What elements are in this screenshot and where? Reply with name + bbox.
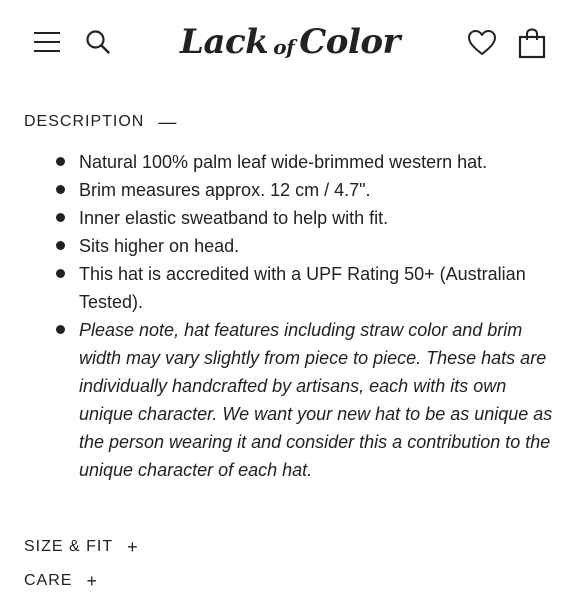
list-item xyxy=(54,148,564,176)
bullet-icon xyxy=(56,241,65,250)
description-title: DESCRIPTION xyxy=(24,113,145,130)
bullet-icon xyxy=(56,325,65,334)
expand-icon: + xyxy=(86,571,98,591)
list-item-note xyxy=(54,316,564,484)
logo-word-lack: Lack xyxy=(180,22,269,62)
size-fit-title: SIZE & FIT xyxy=(24,538,114,555)
bullet-icon xyxy=(56,157,65,166)
collapse-icon: — xyxy=(158,112,178,132)
expand-icon: + xyxy=(127,537,139,557)
description-list xyxy=(54,148,564,484)
bullet-icon xyxy=(56,185,65,194)
search-button[interactable] xyxy=(82,26,114,58)
logo-word-color: Color xyxy=(299,22,400,62)
heart-icon xyxy=(467,29,497,57)
list-item-text: Brim measures approx. 12 cm / 4.7". xyxy=(79,180,371,200)
care-title: CARE xyxy=(24,572,73,589)
list-item-text: Sits higher on head. xyxy=(79,236,240,256)
list-item-text: Please note, hat features including straw color and brim width may vary slightly from piece to piece. These hats are individually handcrafted by artisans, each with its own unique character. We want your new hat to be as unique as the person wearing it and consider this a contribution to the unique character of each hat. xyxy=(79,320,553,480)
list-item xyxy=(54,260,564,316)
cart-button[interactable] xyxy=(514,24,550,62)
menu-icon xyxy=(32,30,62,54)
list-item xyxy=(54,232,564,260)
logo-word-of: of xyxy=(273,35,295,59)
list-item xyxy=(54,176,564,204)
care-accordion-header[interactable] xyxy=(24,570,98,592)
list-item-text: Inner elastic sweatband to help with fit. xyxy=(79,208,389,228)
search-icon xyxy=(85,29,111,55)
size-fit-accordion-header[interactable] xyxy=(24,536,139,558)
bullet-icon xyxy=(56,213,65,222)
list-item-text: This hat is accredited with a UPF Rating 50+ (Australian Tested). xyxy=(79,264,526,312)
site-header xyxy=(0,0,580,86)
list-item-text: Natural 100% palm leaf wide-brimmed western hat. xyxy=(79,152,488,172)
bullet-icon xyxy=(56,269,65,278)
shopping-bag-icon xyxy=(517,27,547,59)
menu-button[interactable] xyxy=(30,26,64,58)
wishlist-button[interactable] xyxy=(464,26,500,60)
brand-logo[interactable] xyxy=(180,14,400,70)
description-accordion-header[interactable] xyxy=(24,111,177,133)
list-item xyxy=(54,204,564,232)
